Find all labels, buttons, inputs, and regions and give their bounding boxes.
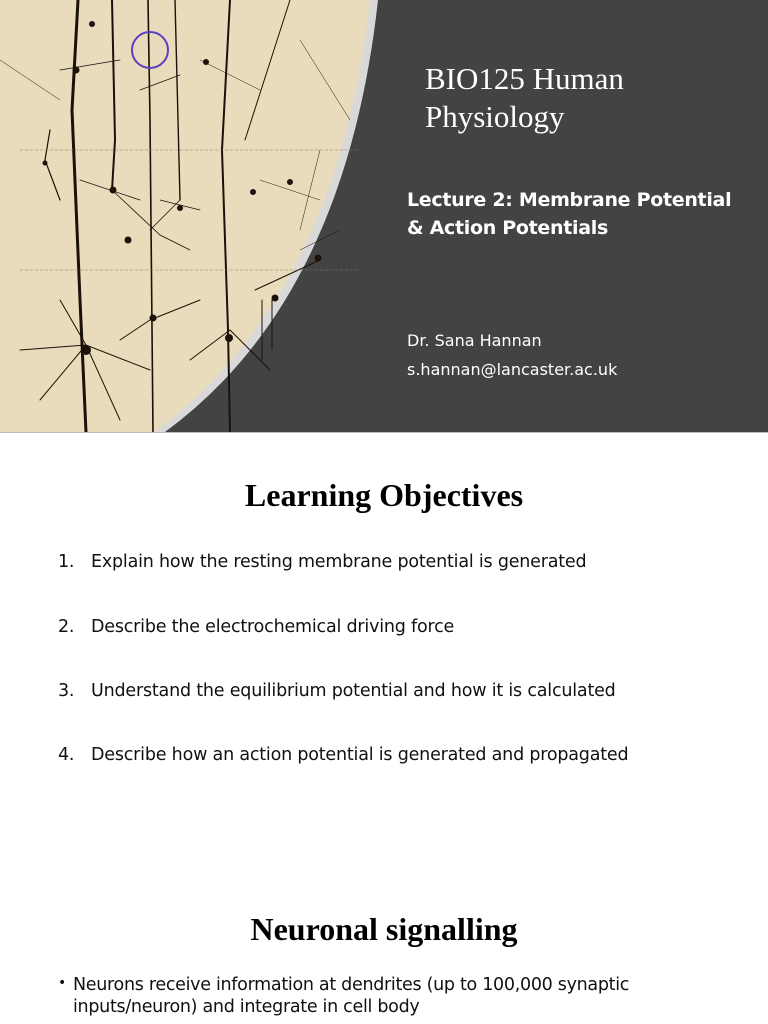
objective-item xyxy=(58,681,616,701)
subtitle-line-1: Lecture 2: Membrane Potential xyxy=(407,189,732,211)
objective-number: 1. xyxy=(58,552,75,572)
author-name: Dr. Sana Hannan xyxy=(407,331,542,350)
objective-number: 3. xyxy=(58,681,75,701)
objective-number: 4. xyxy=(58,745,75,765)
title-line-1: BIO125 Human xyxy=(425,61,624,96)
subtitle-line-2: & Action Potentials xyxy=(407,217,608,239)
title-slide xyxy=(0,0,768,432)
course-title xyxy=(425,60,624,136)
objective-item xyxy=(58,745,628,765)
objective-item xyxy=(58,552,586,572)
objective-text: Understand the equilibrium potential and how it is calculated xyxy=(91,681,616,701)
lecture-subtitle xyxy=(407,186,731,242)
author-block xyxy=(407,326,617,384)
neuronal-signalling-heading: Neuronal signalling xyxy=(250,911,518,947)
objective-item xyxy=(58,617,454,637)
bullet-icon: • xyxy=(58,975,66,991)
bullet-text: Neurons receive information at dendrites (up to 100,000 synaptic inputs/neuron) and integrate in cell body xyxy=(73,975,630,1017)
objective-number: 2. xyxy=(58,617,75,637)
title-line-2: Physiology xyxy=(425,99,565,134)
learning-objectives-heading: Learning Objectives xyxy=(244,477,524,513)
objective-text: Describe how an action potential is generated and propagated xyxy=(91,745,629,765)
objective-text: Explain how the resting membrane potential is generated xyxy=(91,552,587,572)
bullet-item xyxy=(58,974,733,1018)
slide-divider xyxy=(0,432,768,433)
objective-text: Describe the electrochemical driving force xyxy=(91,617,455,637)
author-email: s.hannan@lancaster.ac.uk xyxy=(407,360,618,379)
